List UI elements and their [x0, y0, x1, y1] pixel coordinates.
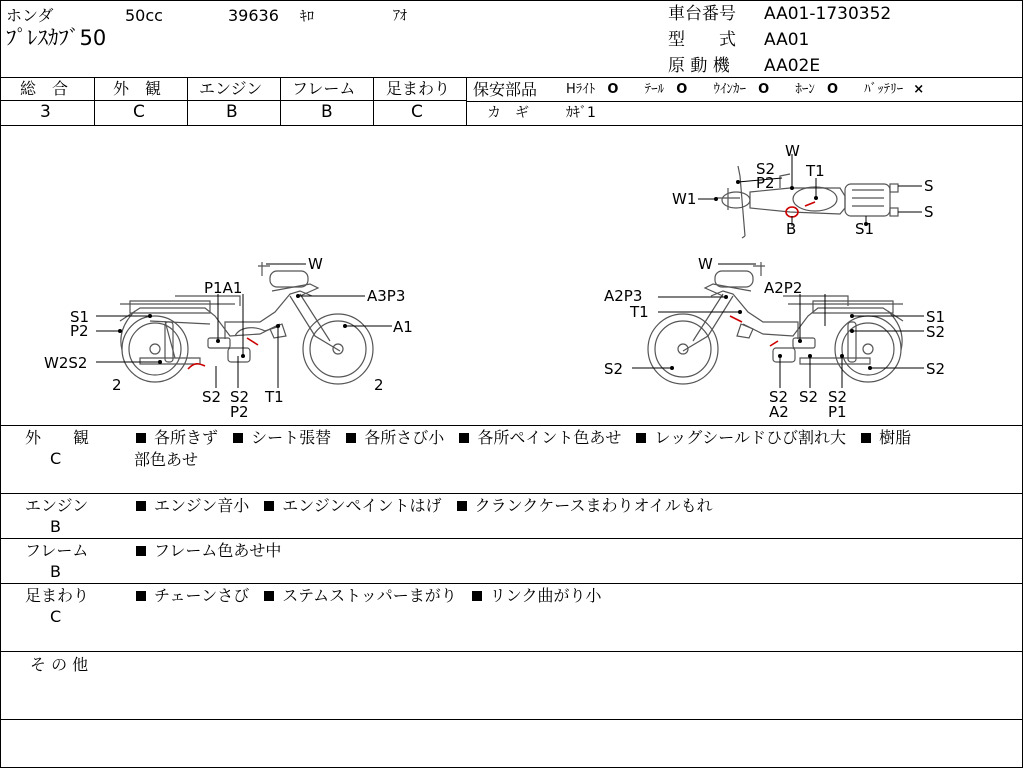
bullet-icon [457, 501, 467, 511]
remark: 各所きず [154, 428, 219, 447]
label-t1-top: T1 [806, 162, 825, 180]
divider [0, 651, 1022, 652]
remark: エンジン音小 [154, 496, 250, 515]
detail-suspension-items [136, 585, 601, 607]
remark: 各所ペイント色あせ [477, 428, 622, 447]
label-a2-right: A2 [769, 403, 789, 421]
divider [0, 583, 1022, 584]
label-sa-top: S [924, 177, 934, 195]
label-s2a-right: S2 [926, 323, 946, 341]
engine-type-label: 原 動 機 [668, 56, 730, 76]
label-s2a-left: S2 [202, 388, 222, 406]
horn-label: ﾎｰﾝ [795, 82, 815, 97]
bullet-icon [233, 433, 243, 443]
bullet-icon [264, 591, 274, 601]
label-a2p2-right: A2P2 [764, 279, 803, 297]
model-name: ﾌﾟﾚｽｶﾌﾞ50 [6, 26, 107, 50]
remark: リンク曲がり小 [489, 586, 602, 605]
label-a1-left: A1 [393, 318, 413, 336]
bullet-icon [636, 433, 646, 443]
bullet-icon [264, 501, 274, 511]
model-type: AA01 [764, 30, 810, 50]
overall-grade: 3 [40, 102, 51, 122]
detail-exterior-label: 外 観 [25, 428, 90, 447]
detail-suspension-label: 足まわり [25, 586, 90, 605]
engine-type: AA02E [764, 56, 821, 76]
label-w2s2-left: W2S2 [44, 354, 88, 372]
detail-engine-label: エンジン [25, 496, 89, 515]
divider [0, 719, 1022, 720]
label-2a-left: 2 [112, 376, 122, 394]
label-s2b-left: S2 [230, 388, 250, 406]
label-w-left: W [308, 255, 323, 273]
label-p1a1-left: P1A1 [204, 279, 243, 297]
detail-exterior-items [136, 427, 911, 449]
bullet-icon [472, 591, 482, 601]
label-w-top: W [785, 142, 800, 160]
detail-exterior-grade: C [50, 449, 62, 468]
divider [0, 77, 1022, 78]
mileage-unit: ｷﾛ [300, 9, 314, 25]
divider [466, 101, 1022, 102]
remark: クランクケースまわりオイルもれ [474, 496, 713, 515]
bullet-icon [136, 591, 146, 601]
winker-mark: O [758, 82, 770, 97]
horn-mark: O [826, 82, 839, 97]
label-p2-left: P2 [70, 322, 89, 340]
label-s1-right: S1 [926, 308, 946, 326]
remark: フレーム色あせ中 [154, 541, 282, 560]
detail-exterior-continuation: 部色あせ [134, 450, 199, 469]
detail-frame-grade: B [50, 562, 61, 581]
safety-items [566, 80, 924, 100]
bullet-icon [346, 433, 356, 443]
label-w1-top: W1 [672, 190, 697, 208]
taillight-label: ﾃｰﾙ [644, 82, 665, 97]
detail-other-label: そ の 他 [30, 655, 89, 674]
engine-grade: B [226, 102, 238, 122]
bullet-icon [861, 433, 871, 443]
bullet-icon [136, 546, 146, 556]
divider [373, 77, 374, 125]
frame-label: フレーム [292, 79, 356, 98]
remark: 樹脂 [879, 428, 912, 447]
inspection-diagram [0, 126, 1024, 426]
detail-engine-grade: B [50, 517, 61, 536]
divider [0, 538, 1022, 539]
label-w-right: W [698, 255, 713, 273]
remark: ステムストッパーまがり [282, 586, 457, 605]
remark: 各所さび小 [364, 428, 445, 447]
label-sb-top: S [924, 203, 934, 221]
frame-no: AA01-1730352 [764, 4, 892, 24]
safety-parts [473, 80, 537, 100]
label-s2b2-right: S2 [799, 388, 819, 406]
safety-label: 保安部品 [473, 80, 538, 99]
overall-label: 総 合 [20, 79, 69, 98]
taillight-mark: O [676, 82, 688, 97]
remark: レッグシールドひび割れ大 [654, 428, 846, 447]
label-t1-left: T1 [265, 388, 284, 406]
frame-grade: B [321, 102, 333, 122]
divider [187, 77, 188, 125]
remark: チェーンさび [154, 586, 250, 605]
divider [94, 77, 95, 125]
mileage: 39636 [228, 6, 279, 25]
bullet-icon [136, 501, 146, 511]
label-s2b3-right: S2 [828, 388, 848, 406]
headlight-label: Hﾗｲﾄ [566, 82, 596, 97]
label-a2p3-right: A2P3 [604, 287, 643, 305]
engine-label: エンジン [199, 79, 263, 98]
label-p2-top: P2 [756, 174, 775, 192]
detail-frame-label: フレーム [25, 541, 89, 560]
label-s2r-right: S2 [926, 360, 946, 378]
label-t1-right: T1 [630, 303, 649, 321]
key-label: カ ギ [487, 105, 529, 121]
detail-frame-items [136, 540, 281, 562]
label-b-top: B [786, 220, 797, 238]
color: ｱｵ [393, 8, 407, 24]
model-type-label: 型 式 [668, 30, 736, 50]
bike-side-left [120, 262, 373, 384]
suspension-grade: C [411, 102, 423, 122]
leader-lines [96, 154, 924, 388]
label-s2l-right: S2 [604, 360, 624, 378]
label-a3p3-left: A3P3 [367, 287, 406, 305]
exterior-label: 外 観 [113, 79, 162, 98]
label-2b-left: 2 [374, 376, 384, 394]
displacement: 50cc [125, 6, 163, 25]
suspension-label: 足まわり [386, 79, 451, 98]
label-s2-top: S2 [756, 160, 776, 178]
detail-suspension-grade: C [50, 607, 62, 626]
remark: エンジンペイントはげ [282, 496, 442, 515]
label-s2b1-right: S2 [769, 388, 789, 406]
divider [0, 100, 466, 101]
label-p2b-left: P2 [230, 403, 249, 421]
frame-no-label: 車台番号 [668, 4, 736, 24]
maker: ホンダ [6, 6, 54, 25]
exterior-grade: C [133, 102, 145, 122]
label-s1-left: S1 [70, 308, 90, 326]
key-value: ｶｷﾞ1 [566, 105, 596, 121]
divider [0, 493, 1022, 494]
bullet-icon [136, 433, 146, 443]
winker-label: ｳｲﾝｶｰ [713, 82, 746, 97]
label-p1-right: P1 [828, 403, 847, 421]
divider [280, 77, 281, 125]
battery-mark: × [913, 82, 925, 97]
label-s1-top: S1 [855, 220, 875, 238]
battery-label: ﾊﾞｯﾃﾘｰ [864, 82, 904, 97]
bullet-icon [459, 433, 469, 443]
headlight-mark: O [607, 82, 619, 97]
remark: シート張替 [251, 428, 332, 447]
detail-engine-items [136, 495, 713, 517]
